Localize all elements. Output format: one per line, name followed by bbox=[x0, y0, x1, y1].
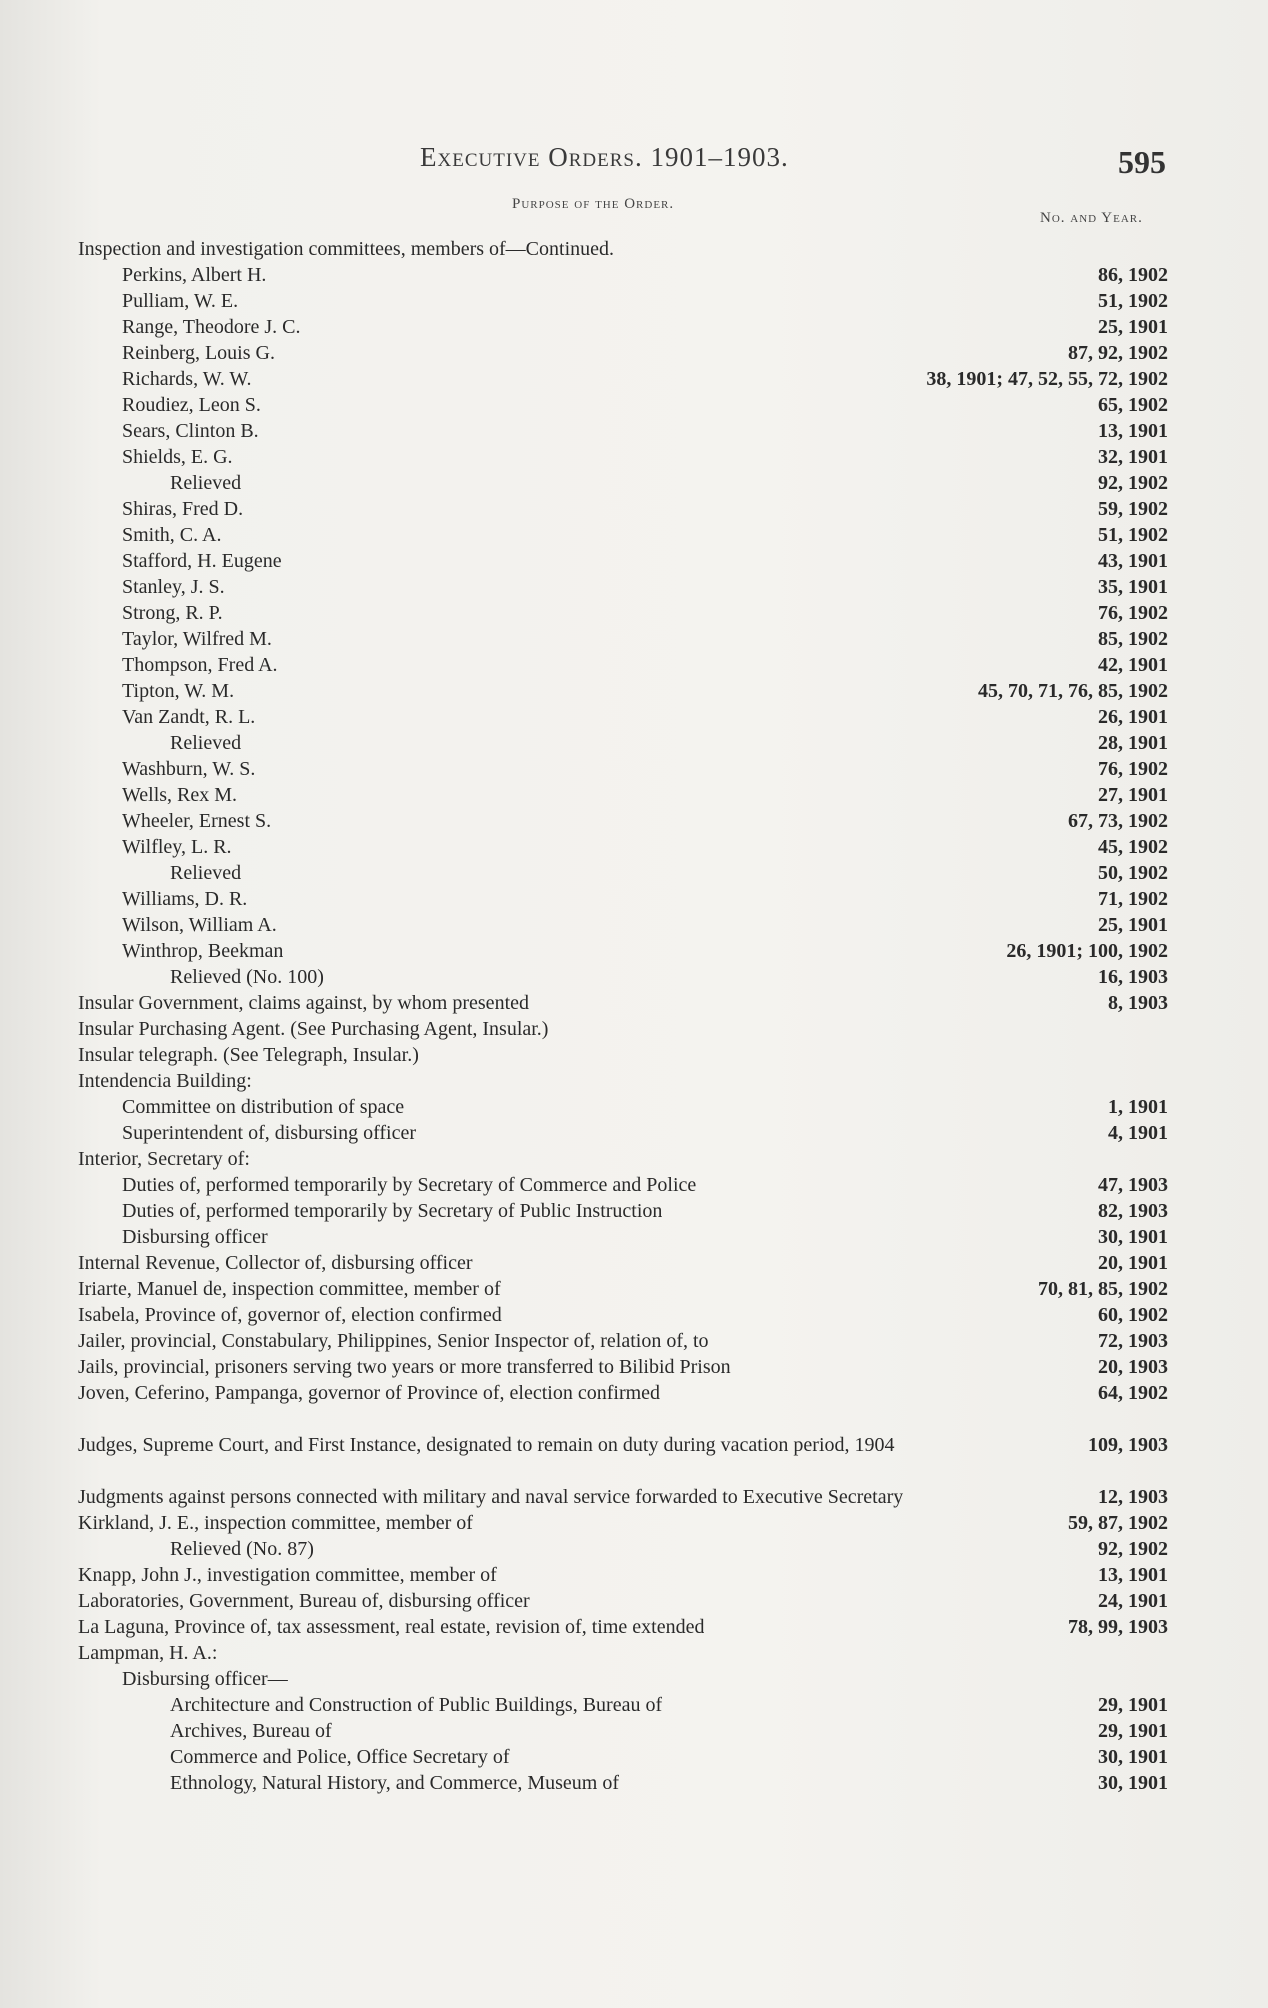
entry-label: Reinberg, Louis G. bbox=[122, 342, 275, 364]
entry-order-reference: 86, 1902 bbox=[1098, 264, 1168, 286]
entry-label: Commerce and Police, Office Secretary of bbox=[170, 1746, 510, 1768]
entry-label: Winthrop, Beekman bbox=[122, 940, 284, 962]
entry-order-reference: 45, 1902 bbox=[1098, 836, 1168, 858]
leader-dots bbox=[702, 1172, 1092, 1198]
entry-order-reference: 20, 1901 bbox=[1098, 1252, 1168, 1274]
index-entry bbox=[78, 1042, 1168, 1068]
index-entry bbox=[78, 1172, 1168, 1198]
entry-order-reference: 26, 1901; 100, 1902 bbox=[1006, 940, 1168, 962]
leader-dots bbox=[901, 1432, 1082, 1458]
entry-label: Architecture and Construction of Public Buildings, Bureau of bbox=[170, 1694, 663, 1716]
index-entry bbox=[78, 1224, 1168, 1250]
entry-label: Relieved (No. 87) bbox=[170, 1538, 314, 1560]
index-entry bbox=[78, 574, 1168, 600]
leader-dots bbox=[668, 1198, 1092, 1224]
leader-dots bbox=[249, 496, 1092, 522]
entry-order-reference: 30, 1901 bbox=[1098, 1746, 1168, 1768]
entry-order-reference: 42, 1901 bbox=[1098, 654, 1168, 676]
leader-dots bbox=[256, 1146, 1162, 1172]
leader-dots bbox=[507, 1276, 1032, 1302]
entry-order-reference: 4, 1901 bbox=[1108, 1122, 1168, 1144]
leader-dots bbox=[536, 1588, 1092, 1614]
entry-order-reference: 109, 1903 bbox=[1088, 1434, 1168, 1456]
index-entry bbox=[78, 756, 1168, 782]
leader-dots bbox=[247, 470, 1092, 496]
index-entry bbox=[78, 1094, 1168, 1120]
index-entry bbox=[78, 600, 1168, 626]
leader-dots bbox=[272, 262, 1092, 288]
entry-label: Internal Revenue, Collector of, disbursing officer bbox=[78, 1252, 473, 1274]
entry-label: Judges, Supreme Court, and First Instance, designated to remain on duty during vacation period, 1904 bbox=[78, 1434, 895, 1456]
leader-dots bbox=[330, 964, 1092, 990]
entry-order-reference: 38, 1901; 47, 52, 55, 72, 1902 bbox=[926, 368, 1168, 390]
leader-dots bbox=[422, 1120, 1102, 1146]
entry-order-reference: 25, 1901 bbox=[1098, 316, 1168, 338]
entry-label: Tipton, W. M. bbox=[122, 680, 235, 702]
leader-dots bbox=[265, 418, 1092, 444]
index-entry bbox=[78, 808, 1168, 834]
index-entries bbox=[78, 236, 1168, 1796]
index-entry bbox=[78, 262, 1168, 288]
entry-order-reference: 67, 73, 1902 bbox=[1068, 810, 1168, 832]
entry-order-reference: 59, 1902 bbox=[1098, 498, 1168, 520]
entry-label: Range, Theodore J. C. bbox=[122, 316, 301, 338]
page-number: 595 bbox=[1118, 144, 1166, 180]
index-entry bbox=[78, 1250, 1168, 1276]
leader-dots bbox=[283, 912, 1092, 938]
leader-dots bbox=[261, 756, 1092, 782]
leader-dots bbox=[243, 782, 1092, 808]
entry-order-reference: 16, 1903 bbox=[1098, 966, 1168, 988]
leader-dots bbox=[284, 652, 1092, 678]
entry-label: Stafford, H. Eugene bbox=[122, 550, 282, 572]
leader-dots bbox=[231, 574, 1092, 600]
entry-label: Wilfley, L. R. bbox=[122, 836, 232, 858]
entry-label: Insular telegraph. (See Telegraph, Insular.) bbox=[78, 1044, 419, 1066]
entry-label: Sears, Clinton B. bbox=[122, 420, 259, 442]
entry-label: Superintendent of, disbursing officer bbox=[122, 1122, 417, 1144]
index-entry bbox=[78, 314, 1168, 340]
entry-order-reference: 72, 1903 bbox=[1098, 1330, 1168, 1352]
entry-order-reference: 43, 1901 bbox=[1098, 550, 1168, 572]
running-title: Executive Orders. 1901–1903. bbox=[420, 142, 789, 172]
column-heading-number: No. and Year. bbox=[1040, 210, 1143, 226]
leader-dots bbox=[909, 1484, 1092, 1510]
entry-order-reference: 76, 1902 bbox=[1098, 758, 1168, 780]
entry-order-reference: 8, 1903 bbox=[1108, 992, 1168, 1014]
entry-order-reference: 13, 1901 bbox=[1098, 1564, 1168, 1586]
index-entry bbox=[78, 1536, 1168, 1562]
entry-label: Isabela, Province of, governor of, election confirmed bbox=[78, 1304, 502, 1326]
entry-label: Taylor, Wilfred M. bbox=[122, 628, 272, 650]
entry-label: Shields, E. G. bbox=[122, 446, 233, 468]
entry-order-reference: 76, 1902 bbox=[1098, 602, 1168, 624]
index-entry bbox=[78, 1588, 1168, 1614]
index-entry bbox=[78, 1770, 1168, 1796]
index-entry bbox=[78, 1510, 1168, 1536]
entry-order-reference: 30, 1901 bbox=[1098, 1772, 1168, 1794]
entry-order-reference: 29, 1901 bbox=[1098, 1694, 1168, 1716]
leader-dots bbox=[479, 1510, 1062, 1536]
entry-label: Intendencia Building: bbox=[78, 1070, 252, 1092]
entry-order-reference: 25, 1901 bbox=[1098, 914, 1168, 936]
entry-order-reference: 70, 81, 85, 1902 bbox=[1038, 1278, 1168, 1300]
leader-dots bbox=[257, 366, 920, 392]
entry-order-reference: 82, 1903 bbox=[1098, 1200, 1168, 1222]
leader-dots bbox=[258, 1068, 1162, 1094]
leader-dots bbox=[710, 1614, 1062, 1640]
leader-dots bbox=[737, 1354, 1092, 1380]
leader-dots bbox=[289, 938, 1000, 964]
index-entry bbox=[78, 964, 1168, 990]
index-entry bbox=[78, 496, 1168, 522]
index-entry bbox=[78, 1406, 1168, 1458]
index-entry bbox=[78, 834, 1168, 860]
entry-order-reference: 50, 1902 bbox=[1098, 862, 1168, 884]
leader-dots bbox=[307, 314, 1093, 340]
index-entry bbox=[78, 652, 1168, 678]
leader-dots bbox=[503, 1562, 1092, 1588]
index-entry bbox=[78, 678, 1168, 704]
index-entry bbox=[78, 1276, 1168, 1302]
index-entry bbox=[78, 392, 1168, 418]
entry-order-reference: 71, 1902 bbox=[1098, 888, 1168, 910]
leader-dots bbox=[278, 626, 1092, 652]
entry-label: Insular Government, claims against, by whom presented bbox=[78, 992, 529, 1014]
entry-label: Wilson, William A. bbox=[122, 914, 277, 936]
entry-label: Duties of, performed temporarily by Secretary of Public Instruction bbox=[122, 1200, 663, 1222]
entry-order-reference: 27, 1901 bbox=[1098, 784, 1168, 806]
entry-order-reference: 47, 1903 bbox=[1098, 1174, 1168, 1196]
leader-dots bbox=[267, 392, 1092, 418]
leader-dots bbox=[625, 1770, 1092, 1796]
entry-label: Jails, provincial, prisoners serving two years or more transferred to Bilibid Prison bbox=[78, 1356, 731, 1378]
entry-label: Williams, D. R. bbox=[122, 888, 248, 910]
index-entry bbox=[78, 860, 1168, 886]
entry-label: Pulliam, W. E. bbox=[122, 290, 239, 312]
index-entry bbox=[78, 1198, 1168, 1224]
leader-dots bbox=[227, 522, 1092, 548]
leader-dots bbox=[281, 340, 1062, 366]
entry-order-reference: 28, 1901 bbox=[1098, 732, 1168, 754]
entry-order-reference: 12, 1903 bbox=[1098, 1486, 1168, 1508]
entry-label: Laboratories, Government, Bureau of, disbursing officer bbox=[78, 1590, 530, 1612]
leader-dots bbox=[274, 1224, 1092, 1250]
index-entry bbox=[78, 340, 1168, 366]
index-entry bbox=[78, 938, 1168, 964]
entry-label: Judgments against persons connected with military and naval service forwarded to Executive Secretary bbox=[78, 1486, 904, 1508]
entry-label: Iriarte, Manuel de, inspection committee, member of bbox=[78, 1278, 501, 1300]
entry-label: Smith, C. A. bbox=[122, 524, 222, 546]
leader-dots bbox=[239, 444, 1092, 470]
entry-label: Thompson, Fred A. bbox=[122, 654, 278, 676]
leader-dots bbox=[666, 1380, 1092, 1406]
entry-order-reference: 29, 1901 bbox=[1098, 1720, 1168, 1742]
entry-order-reference: 26, 1901 bbox=[1098, 706, 1168, 728]
leader-dots bbox=[425, 1042, 1162, 1068]
leader-dots bbox=[253, 886, 1092, 912]
leader-dots bbox=[668, 1692, 1092, 1718]
entry-label: Knapp, John J., investigation committee, member of bbox=[78, 1564, 497, 1586]
leader-dots bbox=[240, 678, 972, 704]
entry-order-reference: 60, 1902 bbox=[1098, 1304, 1168, 1326]
entry-label: Disbursing officer bbox=[122, 1226, 268, 1248]
leader-dots bbox=[535, 990, 1102, 1016]
leader-dots bbox=[247, 730, 1092, 756]
entry-order-reference: 78, 99, 1903 bbox=[1068, 1616, 1168, 1638]
leader-dots bbox=[247, 860, 1092, 886]
leader-dots bbox=[715, 1328, 1092, 1354]
index-entry bbox=[78, 548, 1168, 574]
entry-label: Ethnology, Natural History, and Commerce, Museum of bbox=[170, 1772, 619, 1794]
index-entry bbox=[78, 782, 1168, 808]
entry-order-reference: 45, 70, 71, 76, 85, 1902 bbox=[978, 680, 1168, 702]
leader-dots bbox=[508, 1302, 1092, 1328]
entry-order-reference: 92, 1902 bbox=[1098, 1538, 1168, 1560]
entry-order-reference: 35, 1901 bbox=[1098, 576, 1168, 598]
leader-dots bbox=[288, 548, 1092, 574]
leader-dots bbox=[244, 288, 1092, 314]
entry-label: Insular Purchasing Agent. (See Purchasing Agent, Insular.) bbox=[78, 1018, 549, 1040]
index-entry bbox=[78, 1744, 1168, 1770]
entry-order-reference: 13, 1901 bbox=[1098, 420, 1168, 442]
entry-order-reference: 24, 1901 bbox=[1098, 1590, 1168, 1612]
index-entry bbox=[78, 1068, 1168, 1094]
entry-order-reference: 32, 1901 bbox=[1098, 446, 1168, 468]
entry-order-reference: 87, 92, 1902 bbox=[1068, 342, 1168, 364]
entry-label: Relieved bbox=[170, 732, 242, 754]
leader-dots bbox=[320, 1536, 1092, 1562]
entry-label: Roudiez, Leon S. bbox=[122, 394, 261, 416]
entry-label: Jailer, provincial, Constabulary, Philippines, Senior Inspector of, relation of, to bbox=[78, 1330, 709, 1352]
index-entry bbox=[78, 1354, 1168, 1380]
entry-label: Interior, Secretary of: bbox=[78, 1148, 250, 1170]
entry-order-reference: 51, 1902 bbox=[1098, 290, 1168, 312]
leader-dots bbox=[338, 1718, 1092, 1744]
index-entry bbox=[78, 1016, 1168, 1042]
entry-order-reference: 20, 1903 bbox=[1098, 1356, 1168, 1378]
entry-label: Strong, R. P. bbox=[122, 602, 223, 624]
index-entry bbox=[78, 1718, 1168, 1744]
index-entry bbox=[78, 1146, 1168, 1172]
index-entry bbox=[78, 912, 1168, 938]
entry-label: Inspection and investigation committees, members of—Continued. bbox=[78, 238, 615, 260]
entry-label: Kirkland, J. E., inspection committee, member of bbox=[78, 1512, 473, 1534]
entry-order-reference: 64, 1902 bbox=[1098, 1382, 1168, 1404]
entry-label: Richards, W. W. bbox=[122, 368, 252, 390]
leader-dots bbox=[516, 1744, 1093, 1770]
entry-order-reference: 92, 1902 bbox=[1098, 472, 1168, 494]
entry-label: Wheeler, Ernest S. bbox=[122, 810, 272, 832]
leader-dots bbox=[261, 704, 1092, 730]
entry-label: Disbursing officer— bbox=[122, 1668, 288, 1690]
index-entry bbox=[78, 1562, 1168, 1588]
entry-label: Stanley, J. S. bbox=[122, 576, 225, 598]
entry-label: Relieved (No. 100) bbox=[170, 966, 324, 988]
entry-order-reference: 85, 1902 bbox=[1098, 628, 1168, 650]
entry-label: Committee on distribution of space bbox=[122, 1096, 405, 1118]
entry-label: Washburn, W. S. bbox=[122, 758, 256, 780]
entry-label: Perkins, Albert H. bbox=[122, 264, 267, 286]
index-entry bbox=[78, 1380, 1168, 1406]
leader-dots bbox=[294, 1666, 1162, 1692]
leader-dots bbox=[410, 1094, 1102, 1120]
leader-dots bbox=[223, 1640, 1162, 1666]
entry-order-reference: 51, 1902 bbox=[1098, 524, 1168, 546]
index-entry bbox=[78, 730, 1168, 756]
leader-dots bbox=[554, 1016, 1162, 1042]
column-heading-purpose: Purpose of the Order. bbox=[512, 196, 675, 212]
index-entry bbox=[78, 1302, 1168, 1328]
entry-order-reference: 30, 1901 bbox=[1098, 1226, 1168, 1248]
entry-order-reference: 1, 1901 bbox=[1108, 1096, 1168, 1118]
entry-label: Joven, Ceferino, Pampanga, governor of Province of, election confirmed bbox=[78, 1382, 661, 1404]
leader-dots bbox=[479, 1250, 1092, 1276]
index-entry bbox=[78, 1640, 1168, 1666]
index-entry bbox=[78, 470, 1168, 496]
entry-label: Archives, Bureau of bbox=[170, 1720, 332, 1742]
index-entry bbox=[78, 1458, 1168, 1510]
entry-order-reference: 59, 87, 1902 bbox=[1068, 1512, 1168, 1534]
leader-dots bbox=[620, 236, 1162, 262]
index-entry bbox=[78, 1120, 1168, 1146]
index-entry bbox=[78, 288, 1168, 314]
index-entry bbox=[78, 1666, 1168, 1692]
entry-label: Relieved bbox=[170, 472, 242, 494]
entry-label: Lampman, H. A.: bbox=[78, 1642, 218, 1664]
leader-dots bbox=[277, 808, 1062, 834]
index-entry bbox=[78, 1328, 1168, 1354]
index-entry bbox=[78, 1692, 1168, 1718]
entry-label: La Laguna, Province of, tax assessment, real estate, revision of, time extended bbox=[78, 1616, 705, 1638]
index-entry bbox=[78, 626, 1168, 652]
index-entry bbox=[78, 704, 1168, 730]
index-entry bbox=[78, 990, 1168, 1016]
entry-label: Duties of, performed temporarily by Secretary of Commerce and Police bbox=[122, 1174, 697, 1196]
entry-label: Relieved bbox=[170, 862, 242, 884]
index-entry bbox=[78, 236, 1168, 262]
entry-order-reference: 65, 1902 bbox=[1098, 394, 1168, 416]
index-entry bbox=[78, 886, 1168, 912]
index-entry bbox=[78, 444, 1168, 470]
entry-label: Van Zandt, R. L. bbox=[122, 706, 256, 728]
index-entry bbox=[78, 366, 1168, 392]
index-entry bbox=[78, 418, 1168, 444]
index-entry bbox=[78, 522, 1168, 548]
entry-label: Shiras, Fred D. bbox=[122, 498, 244, 520]
leader-dots bbox=[238, 834, 1092, 860]
index-entry bbox=[78, 1614, 1168, 1640]
leader-dots bbox=[229, 600, 1092, 626]
entry-label: Wells, Rex M. bbox=[122, 784, 238, 806]
